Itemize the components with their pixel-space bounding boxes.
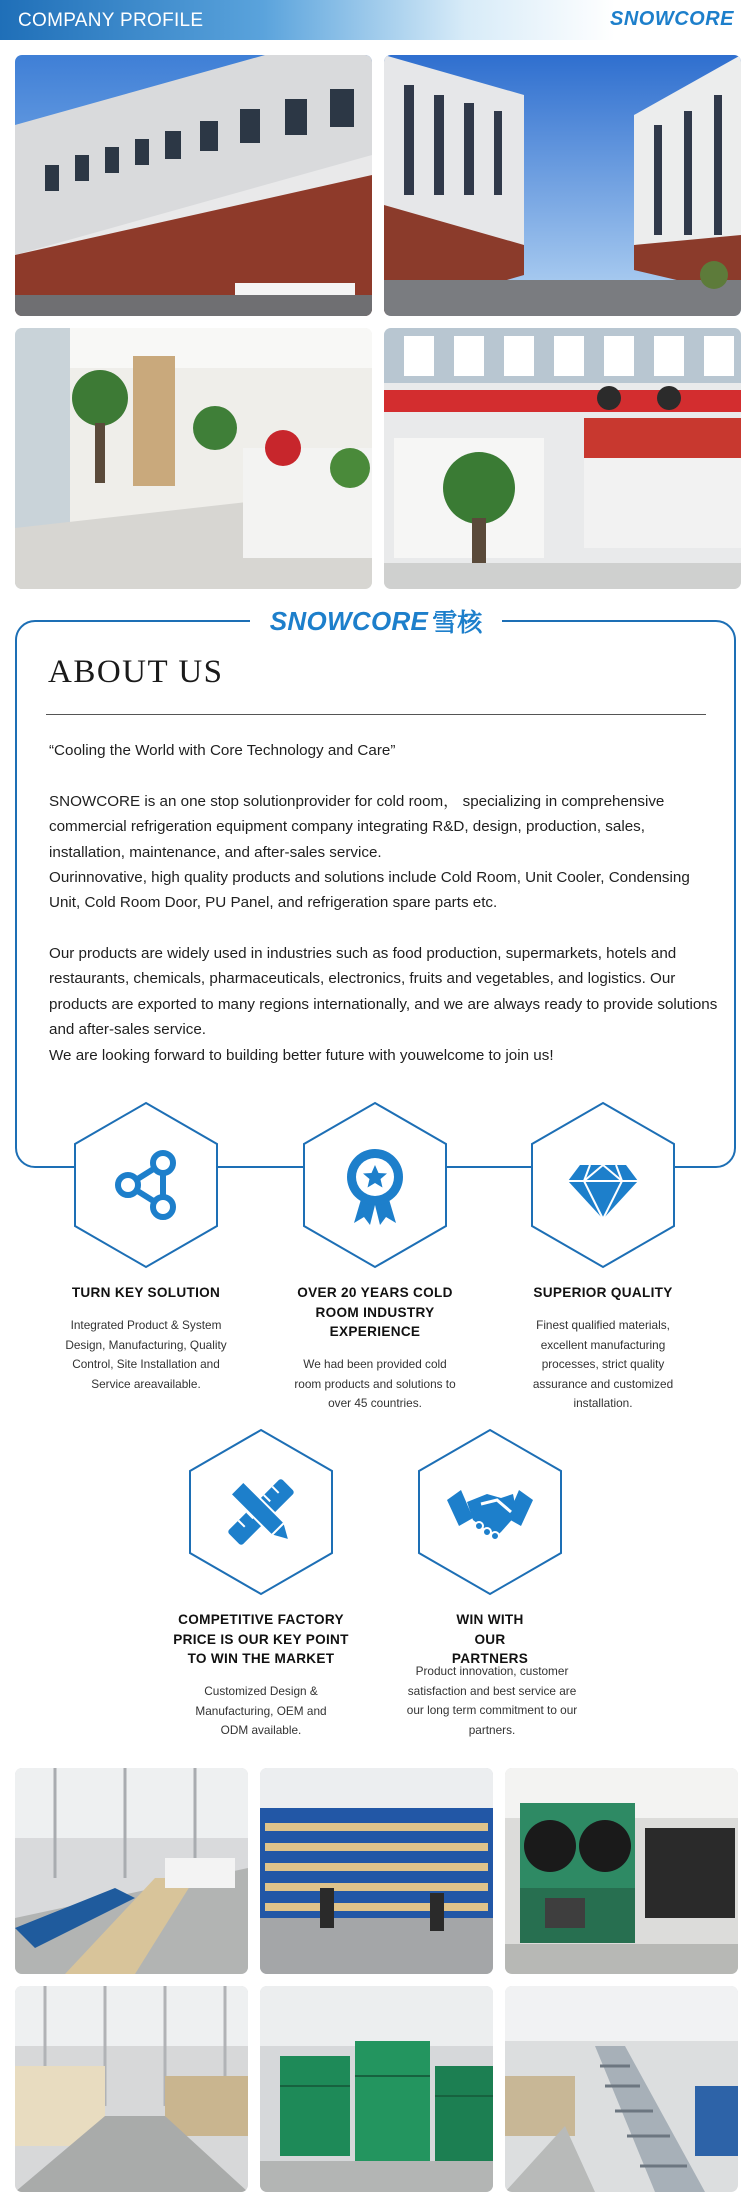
feature-desc-quality: Finest qualified materials, excellent manufacturing processes, strict quality assurance and customized installation. <box>532 1318 674 1410</box>
about-paragraph-2: Ourinnovative, high quality products and solutions include Cold Room, Unit Cooler, Condensing Unit, Cold Room Door, PU Panel, and refrigeration spare parts etc. <box>49 869 690 912</box>
feature-title-quality: SUPERIOR QUALITY <box>533 1285 673 1300</box>
feature-desc-experience: We had been provided cold room products and solutions to over 45 countries. <box>294 1357 456 1410</box>
about-paragraph-3: Our products are widely used in industries such as food production, supermarkets, hotels and restaurants, chemicals, pharmaceuticals, electronics, fruits and vegetables, and logistics. Our products are exported to many regions internationally, and we are always ready to provide solutions and after-sales service. <box>49 945 718 1039</box>
feature-title-experience: OVER 20 YEARS COLD ROOM INDUSTRY EXPERIENCE <box>297 1285 453 1339</box>
feature-title-turn-key: TURN KEY SOLUTION <box>71 1285 221 1300</box>
feature-hex-quality <box>530 1101 676 1269</box>
feature-title-price: COMPETITIVE FACTORY PRICE IS OUR KEY POINT TO WIN THE MARKET <box>173 1612 349 1666</box>
about-paragraph-4: We are looking forward to building better future with youwelcome to join us! <box>49 1047 554 1064</box>
brand-name-en: SNOWCORE <box>269 605 429 636</box>
feature-desc-partners: Product innovation, customer satisfaction and best service are our long term commitment to our partners. <box>406 1664 578 1737</box>
about-title: ABOUT US <box>48 654 224 690</box>
page-header <box>0 0 750 40</box>
about-paragraph-1: SNOWCORE is an one stop solutionprovider for cold room， specializing in comprehensive commercial refrigeration equipment company integrating R&D, design, production, sales, installation, maintenance, and after-sales service. <box>49 793 665 861</box>
factory-conveyor-photo <box>505 1986 738 2192</box>
factory-panel-line-photo <box>15 1768 248 1974</box>
feature-hex-price <box>188 1428 334 1596</box>
factory-green-units-photo <box>260 1986 493 2192</box>
office-lobby-photo <box>15 328 372 589</box>
feature-hex-turn-key <box>73 1101 219 1269</box>
building-exterior-photo-right <box>384 55 741 316</box>
brand-name-cn: 雪核 <box>432 609 483 637</box>
factory-condensing-units-photo <box>505 1768 738 1974</box>
header-title: COMPANY PROFILE <box>18 10 204 31</box>
header-logo: SNOWCORE <box>610 8 734 30</box>
feature-desc-turn-key: Integrated Product & System Design, Manufacturing, Quality Control, Site Installation and Service areavailable. <box>65 1318 227 1391</box>
building-exterior-photo-left <box>15 55 372 316</box>
factory-press-machine-photo <box>260 1768 493 1974</box>
about-divider <box>46 714 706 715</box>
feature-desc-price: Customized Design & Manufacturing, OEM and ODM available. <box>195 1684 327 1737</box>
about-slogan: “Cooling the World with Core Technology and Care” <box>49 742 396 759</box>
feature-title-partners: WIN WITH OUR PARTNERS <box>451 1612 529 1666</box>
feature-hex-partners <box>417 1428 563 1596</box>
feature-hex-experience <box>302 1101 448 1269</box>
factory-warehouse-photo <box>15 1986 248 2192</box>
office-workspace-photo <box>384 328 741 589</box>
brand-logo <box>250 603 502 639</box>
